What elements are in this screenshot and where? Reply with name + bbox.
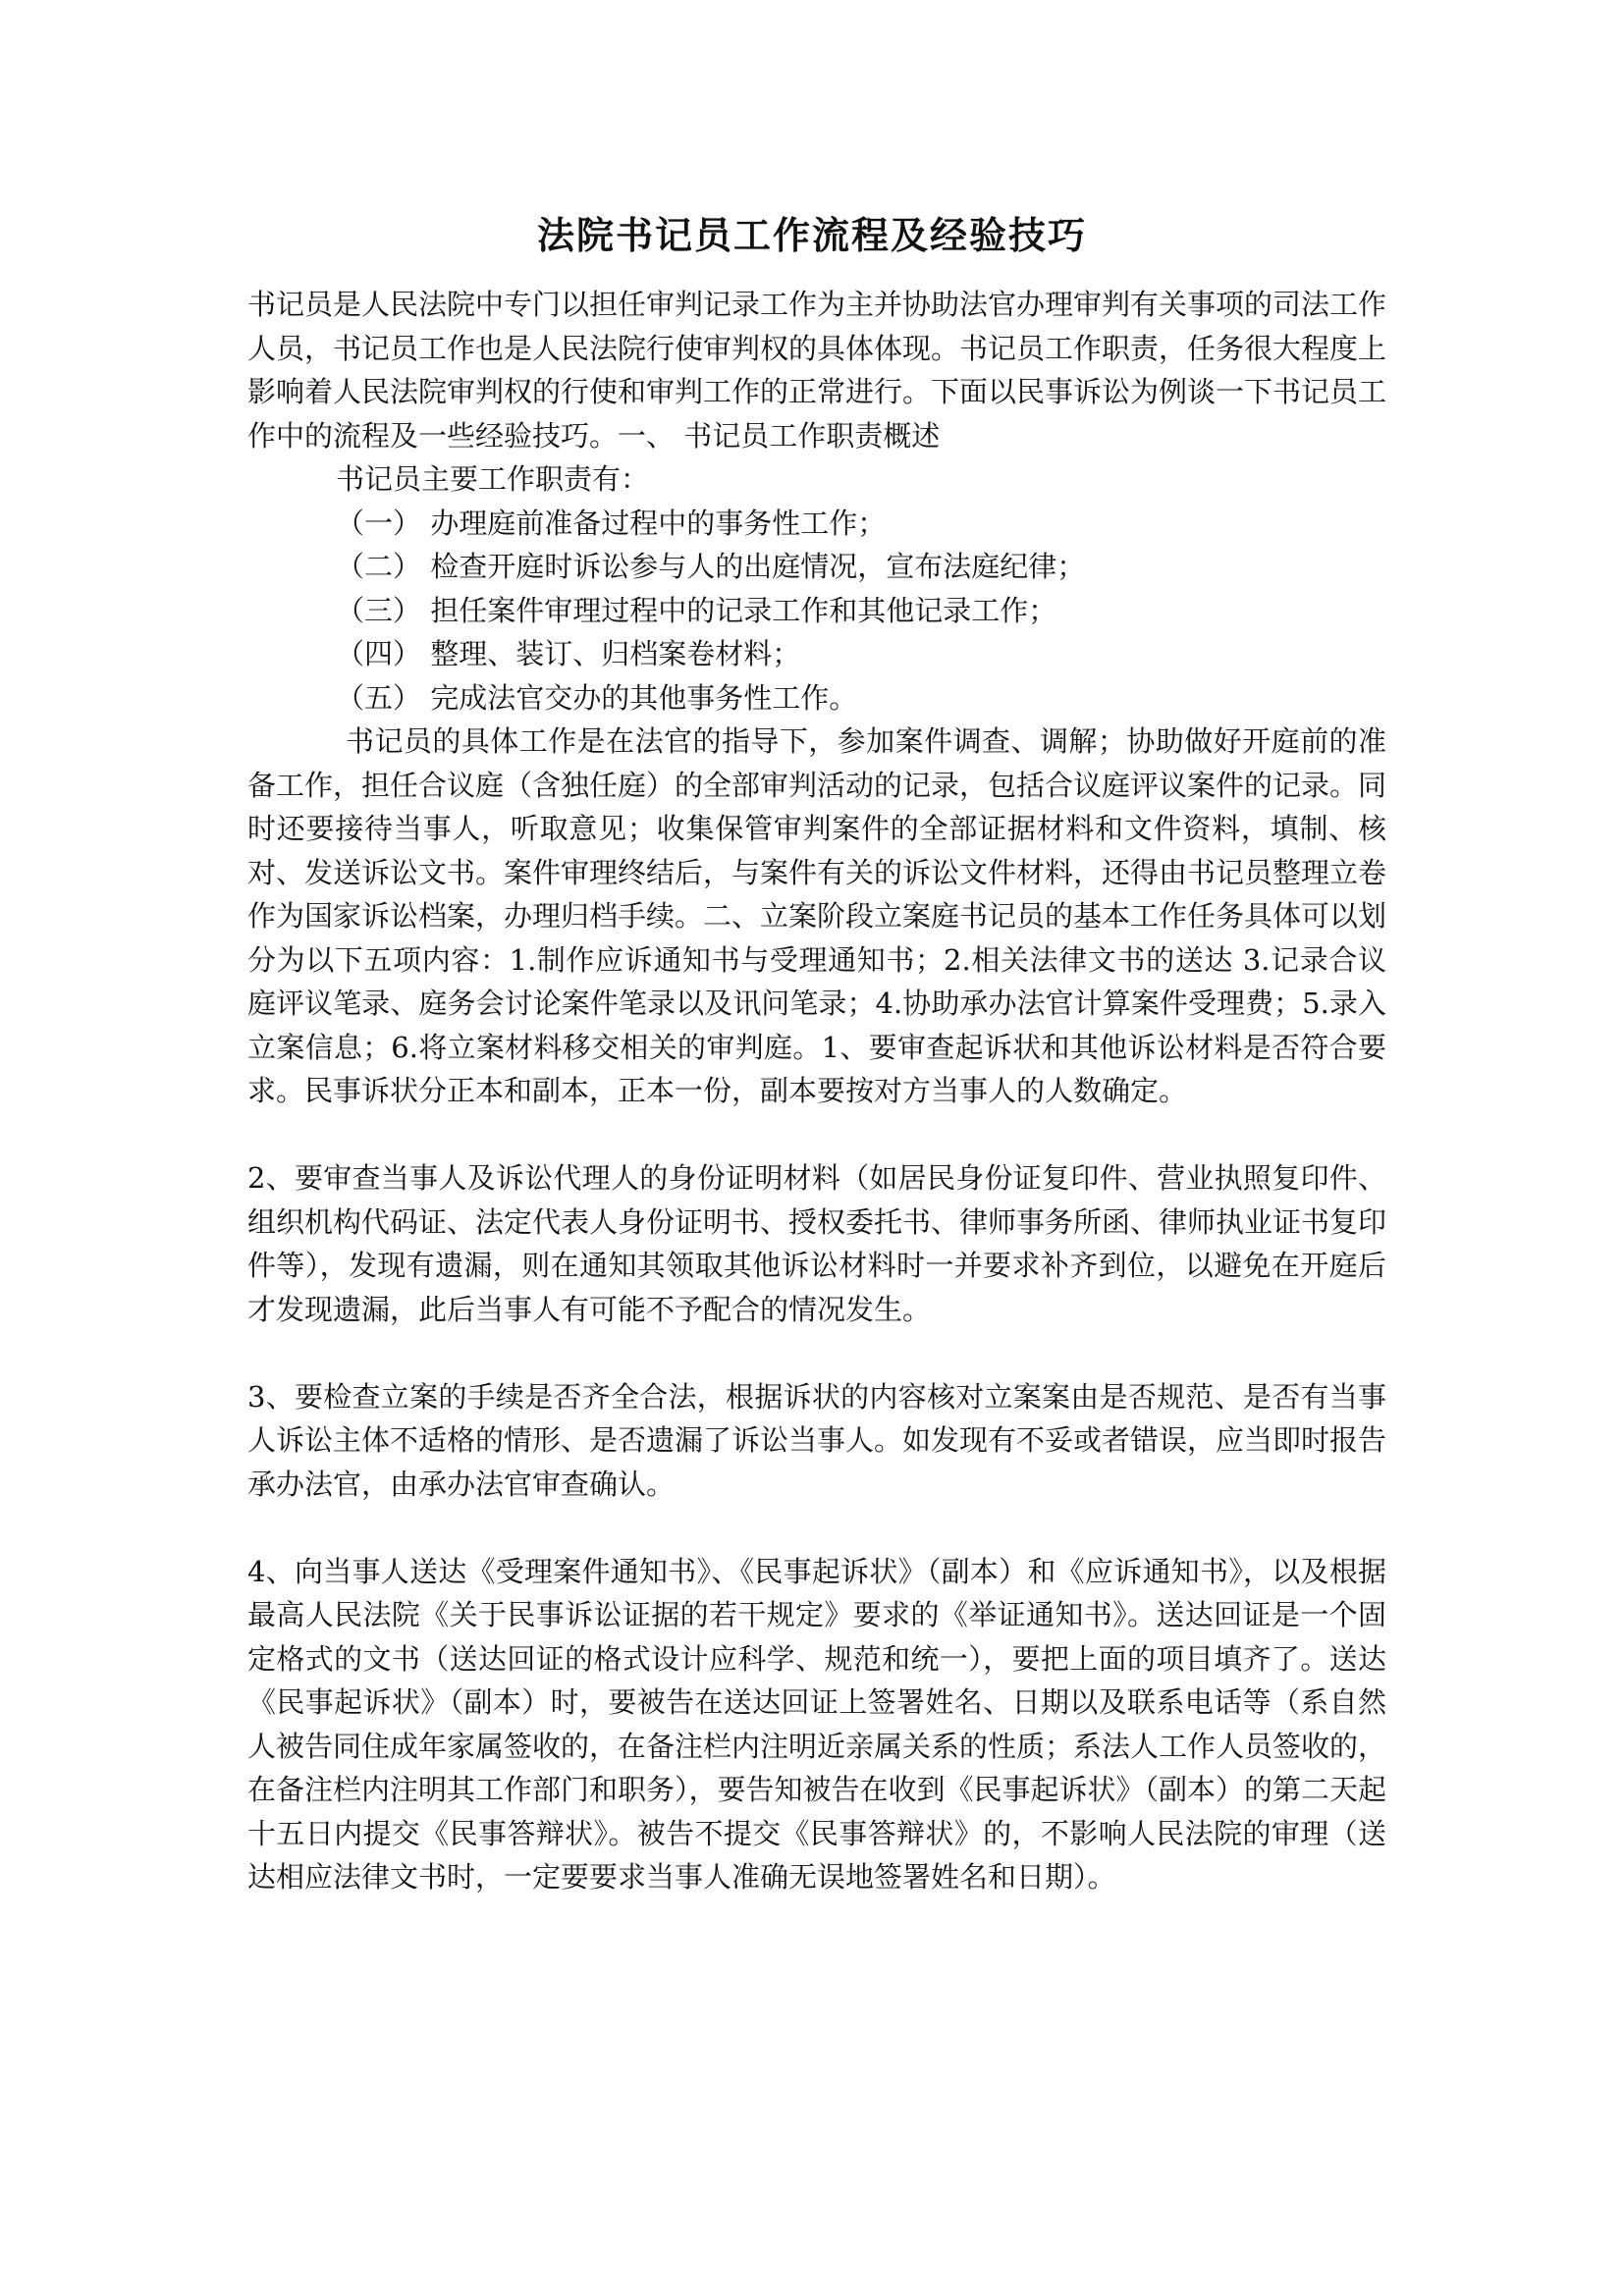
- paragraph-gap: [247, 1331, 1386, 1375]
- duty-item: （五） 完成法官交办的其他事务性工作。: [336, 680, 858, 715]
- specific-work-paragraph: 书记员的具体工作是在法官的指导下，参加案件调查、调解；协助做好开庭前的准备工作，担任合议庭（含独任庭）的全部审判活动的记录，包括合议庭评议案件的记录。同时还要接待当事人，听取意见；收集保管审判案件的全部证据材料和文件资料，填制、核对、发送诉讼文书。案件审理终结后，与案件有关的诉讼文件材料，还得由书记员整理立卷作为国家诉讼档案，办理归档手续。二、立案阶段立案庭书记员的基本工作任务具体可以划分为以下五项内容：1.制作应诉通知书与受理通知书；2.相关法律文书的送达 3.记录合议庭评议笔录、庭务会讨论案件笔录以及讯问笔录；4.协助承办法官计算案件受理费；5.录入立案信息；6.将立案材料移交相关的审判庭。1、要审查起诉状和其他诉讼材料是否符合要求。民事诉状分正本和副本，正本一份，副本要按对方当事人的人数确定。: [247, 724, 1387, 1107]
- duties-heading: 书记员主要工作职责有：: [336, 462, 650, 496]
- document-body: [247, 283, 1386, 1899]
- duty-item: （四） 整理、装订、归档案卷材料；: [336, 637, 801, 670]
- document-title: 法院书记员工作流程及经验技巧: [536, 213, 1087, 257]
- item-2-paragraph: 2、要审查当事人及诉讼代理人的身份证明材料（如居民身份证复印件、营业执照复印件、组织机构代码证、法定代表人身份证明书、授权委托书、律师事务所函、律师执业证书复印件等），发现有遗漏，则在通知其领取其他诉讼材料时一并要求补齐到位，以避免在开庭后才发现遗漏，此后当事人有可能不予配合的情况发生。: [247, 1161, 1387, 1326]
- paragraph-gap: [247, 1113, 1386, 1157]
- intro-paragraph: 书记员是人民法院中专门以担任审判记录工作为主并协助法官办理审判有关事项的司法工作人员，书记员工作也是人民法院行使审判权的具体体现。书记员工作职责，任务很大程度上影响着人民法院审判权的行使和审判工作的正常进行。下面以民事诉讼为例谈一下书记员工作中的流程及一些经验技巧。一、 书记员工作职责概述: [247, 288, 1387, 453]
- duties-list: [247, 457, 1386, 720]
- duty-item: （一） 办理庭前准备过程中的事务性工作；: [336, 506, 887, 540]
- item-4-paragraph: 4、向当事人送达《受理案件通知书》、《民事起诉状》（副本）和《应诉通知书》，以及根据最高人民法院《关于民事诉讼证据的若干规定》要求的《举证通知书》。送达回证是一个固定格式的文书（送达回证的格式设计应科学、规范和统一），要把上面的项目填齐了。送达《民事起诉状》（副本）时，要被告在送达回证上签署姓名、日期以及联系电话等（系自然人被告同住成年家属签收的，在备注栏内注明近亲属关系的性质；系法人工作人员签收的，在备注栏内注明其工作部门和职务），要告知被告在收到《民事起诉状》（副本）的第二天起十五日内提交《民事答辩状》。被告不提交《民事答辩状》的，不影响人民法院的审理（送达相应法律文书时，一定要要求当事人准确无误地签署姓名和日期）。: [247, 1554, 1387, 1894]
- duty-item: （三） 担任案件审理过程中的记录工作和其他记录工作；: [336, 593, 1057, 627]
- duty-item: （二） 检查开庭时诉讼参与人的出庭情况，宣布法庭纪律；: [336, 550, 1086, 583]
- item-3-paragraph: 3、要检查立案的手续是否齐全合法，根据诉状的内容核对立案案由是否规范、是否有当事人诉讼主体不适格的情形、是否遗漏了诉讼当事人。如发现有不妥或者错误，应当即时报告承办法官，由承办法官审查确认。: [247, 1379, 1387, 1501]
- paragraph-gap: [247, 1506, 1386, 1550]
